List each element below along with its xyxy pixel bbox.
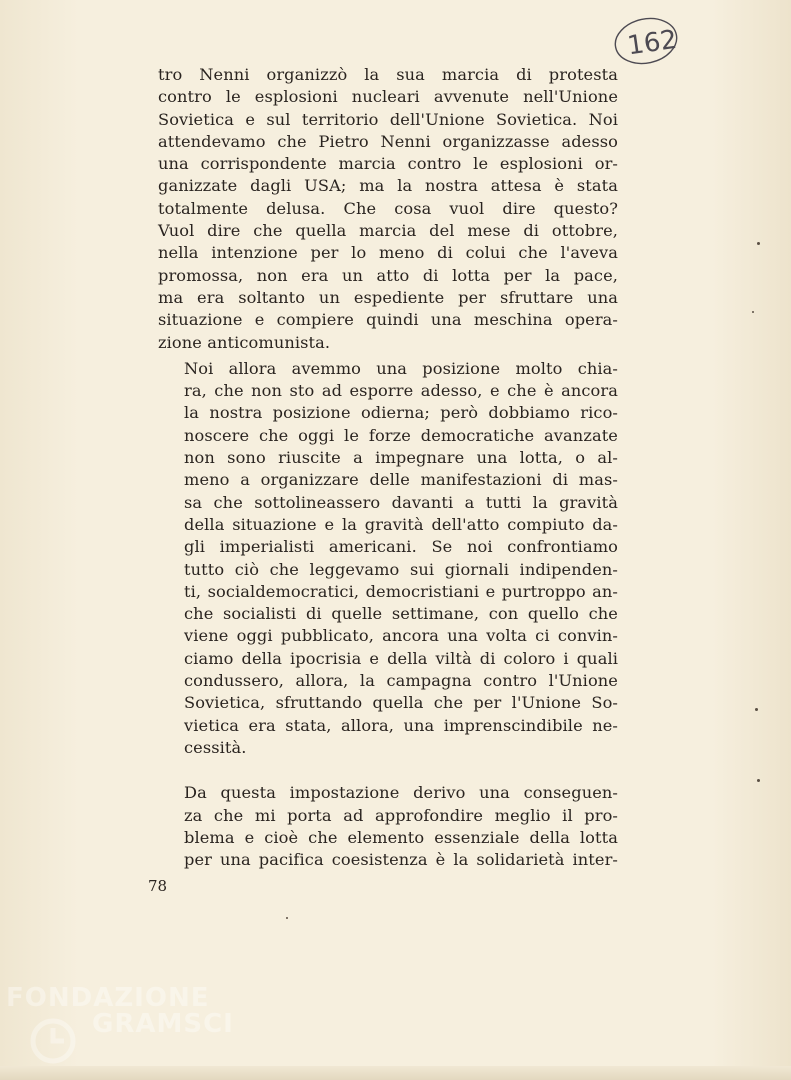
text-line: noscere che oggi le forze democratiche avanzate	[184, 425, 618, 445]
speck	[752, 311, 754, 313]
text-line: che socialisti di quelle settimane, con quello che	[184, 604, 618, 624]
text-line: ra, che non sto ad esporre adesso, e che è ancora	[184, 381, 618, 401]
text-line: condussero, allora, la campagna contro l'Unione	[184, 671, 618, 691]
speck	[286, 917, 288, 919]
text-line: Sovietica e sul territorio dell'Unione Sovietica. Noi	[158, 109, 618, 129]
text-line: attendevamo che Pietro Nenni organizzasse adesso	[158, 131, 618, 151]
text-line: tutto ciò che leggevamo sui giornali indipenden-	[184, 559, 618, 579]
text-line: meno a organizzare delle manifestazioni di mas-	[184, 470, 618, 490]
text-line: ciamo della ipocrisia e della viltà di coloro i quali	[184, 648, 618, 668]
archive-number-text: 162	[625, 24, 679, 62]
text-line: cessità.	[184, 737, 247, 757]
speck	[757, 779, 760, 782]
text-line: situazione e compiere quindi una meschina opera-	[158, 310, 618, 330]
text-line: viene oggi pubblicato, ancora una volta ci convin-	[184, 626, 618, 646]
text-line: Da questa impostazione derivo una conseguen-	[184, 783, 618, 803]
text-line: una corrispondente marcia contro le esplosioni or-	[158, 154, 618, 174]
text-line: nella intenzione per lo meno di colui che l'aveva	[158, 243, 618, 263]
text-line: tro Nenni organizzò la sua marcia di protesta	[158, 65, 618, 84]
watermark-line-2: GRAMSCI	[92, 1009, 234, 1039]
text-line: della situazione e la gravità dell'atto compiuto da-	[184, 514, 618, 534]
watermark-logo-icon	[28, 1016, 78, 1066]
speck	[757, 242, 760, 245]
text-line: ganizzate dagli USA; ma la nostra attesa è stata	[158, 176, 618, 196]
text-line: za che mi porta ad approfondire meglio il pro-	[184, 805, 618, 825]
body-text	[158, 64, 618, 871]
text-line: vietica era stata, allora, una imprenscindibile ne-	[184, 715, 618, 735]
watermark-line-1: FONDAZIONE	[6, 983, 210, 1013]
archive-number-annotation	[610, 14, 680, 70]
page-edge	[0, 1066, 791, 1080]
text-line: Noi allora avemmo una posizione molto chia-	[184, 358, 618, 378]
page-number: 78	[148, 877, 168, 895]
text-line: la nostra posizione odierna; però dobbiamo rico-	[184, 403, 618, 423]
text-line: per una pacifica coesistenza è la solidarietà inter-	[184, 850, 618, 870]
handwritten-circle-icon	[610, 14, 680, 70]
text-line: zione anticomunista.	[158, 332, 331, 352]
text-line: contro le esplosioni nucleari avvenute nell'Unione	[158, 87, 618, 107]
text-line: promossa, non era un atto di lotta per la pace,	[158, 265, 618, 285]
text-line: totalmente delusa. Che cosa vuol dire questo?	[158, 198, 618, 218]
text-line: sa che sottolineassero davanti a tutti la gravità	[184, 492, 618, 512]
text-line: Sovietica, sfruttando quella che per l'Unione So-	[184, 693, 618, 713]
text-line: blema e cioè che elemento essenziale della lotta	[184, 827, 618, 847]
paragraph-3	[158, 782, 618, 871]
paragraph-1	[158, 64, 618, 354]
text-line: non sono riuscite a impegnare una lotta, o al-	[184, 448, 618, 468]
text-line: Vuol dire che quella marcia del mese di ottobre,	[158, 221, 618, 241]
text-line: gli imperialisti americani. Se noi confrontiamo	[184, 537, 618, 557]
text-line: ti, socialdemocratici, democristiani e purtroppo an-	[184, 581, 618, 601]
text-line: ma era soltanto un espediente per sfruttare una	[158, 287, 618, 307]
speck	[755, 708, 758, 711]
paragraph-2	[158, 358, 618, 759]
